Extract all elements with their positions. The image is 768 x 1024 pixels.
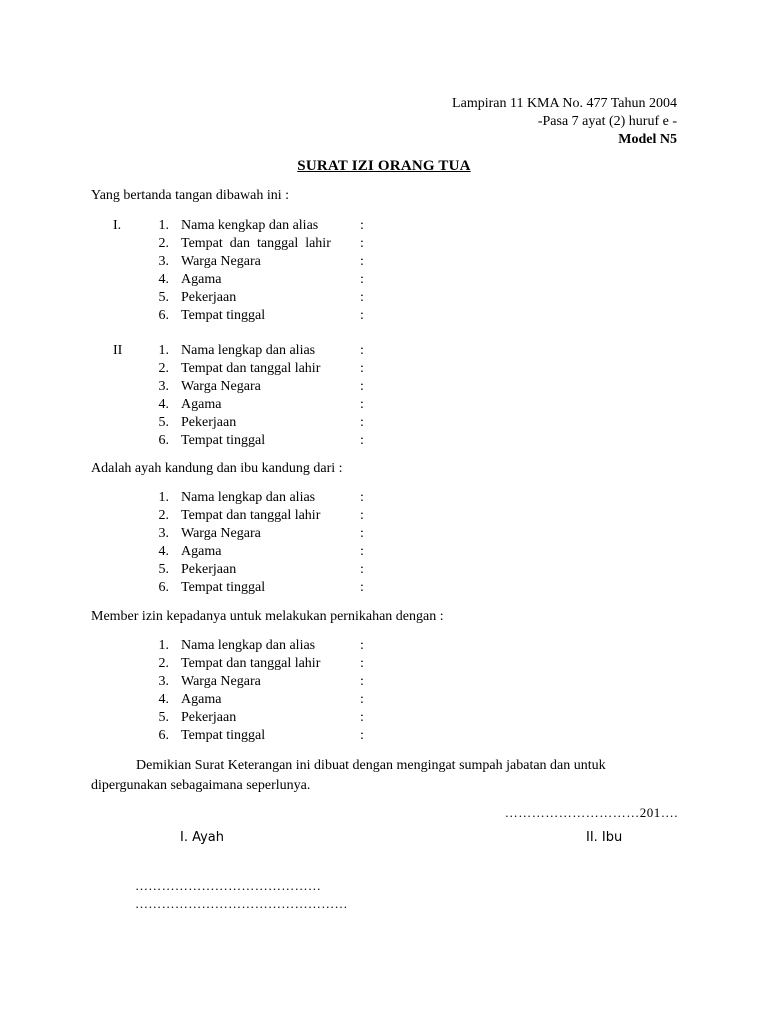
list-item: [0, 727, 768, 745]
list-item: [0, 579, 768, 597]
item-number: 6.: [158, 580, 169, 595]
item-label: Agama: [181, 692, 222, 707]
list-item: [0, 396, 768, 414]
intro-text: Yang bertanda tangan dibawah ini :: [91, 188, 290, 203]
item-label: Nama lengkap dan alias: [181, 490, 316, 505]
item-label: Tempat dan tanggal lahir: [181, 656, 321, 671]
item-number: 2.: [158, 656, 169, 671]
list-item: [0, 414, 768, 432]
item-colon: :: [360, 343, 364, 358]
item-colon: :: [360, 692, 364, 707]
item-number: 4.: [158, 692, 169, 707]
item-colon: :: [360, 562, 364, 577]
mother-signature-label: II. Ibu: [586, 830, 623, 845]
item-label: Pekerjaan: [181, 710, 237, 725]
item-colon: :: [360, 415, 364, 430]
item-label: Nama lengkap dan alias: [181, 638, 316, 653]
date-placeholder: …………………………201….: [504, 805, 678, 820]
item-colon: :: [360, 638, 364, 653]
item-number: 5.: [158, 290, 169, 305]
closing-paragraph: [91, 756, 681, 796]
item-colon: :: [360, 544, 364, 559]
item-label: Tempat tinggal: [181, 308, 266, 323]
list-item: [0, 507, 768, 525]
item-colon: :: [360, 710, 364, 725]
item-number: 2.: [158, 361, 169, 376]
item-number: 5.: [158, 710, 169, 725]
section-2-numeral: II: [113, 343, 123, 358]
closing-text: Demikian Surat Keterangan ini dibuat dengan mengingat sumpah jabatan dan untuk dipergunakan sebagaimana seperlunya.: [91, 758, 606, 793]
item-label: Agama: [181, 397, 222, 412]
item-number: 5.: [158, 415, 169, 430]
item-colon: :: [360, 490, 364, 505]
item-label: Tempat tinggal: [181, 580, 266, 595]
list-item: [0, 217, 768, 235]
item-label: Warga Negara: [181, 379, 261, 394]
item-label: Tempat dan tanggal lahir: [181, 236, 331, 251]
item-colon: :: [360, 379, 364, 394]
item-label: Warga Negara: [181, 674, 261, 689]
item-number: 2.: [158, 508, 169, 523]
parents-of-text: Adalah ayah kandung dan ibu kandung dari :: [91, 461, 343, 476]
item-label: Pekerjaan: [181, 562, 237, 577]
list-item: [0, 342, 768, 360]
list-item: [0, 637, 768, 655]
model-code: Model N5: [618, 132, 677, 147]
item-colon: :: [360, 674, 364, 689]
item-colon: :: [360, 290, 364, 305]
list-item: [0, 655, 768, 673]
item-number: 1.: [158, 218, 169, 233]
item-colon: :: [360, 397, 364, 412]
item-label: Tempat dan tanggal lahir: [181, 508, 321, 523]
item-label: Pekerjaan: [181, 290, 237, 305]
item-number: 1.: [158, 638, 169, 653]
item-label: Warga Negara: [181, 254, 261, 269]
item-colon: :: [360, 526, 364, 541]
item-label: Nama kengkap dan alias: [181, 218, 319, 233]
item-number: 3.: [158, 254, 169, 269]
item-number: 3.: [158, 526, 169, 541]
item-number: 5.: [158, 562, 169, 577]
article-reference: -Pasa 7 ayat (2) huruf e -: [537, 114, 677, 129]
item-number: 1.: [158, 490, 169, 505]
item-number: 6.: [158, 433, 169, 448]
list-item: [0, 709, 768, 727]
list-item: [0, 253, 768, 271]
list-item: [0, 307, 768, 325]
list-item: [0, 271, 768, 289]
permission-text: Member izin kepadanya untuk melakukan pernikahan dengan :: [91, 609, 444, 624]
list-item: [0, 525, 768, 543]
item-label: Pekerjaan: [181, 415, 237, 430]
item-number: 4.: [158, 397, 169, 412]
list-item: [0, 432, 768, 450]
list-item: [0, 561, 768, 579]
item-label: Tempat dan tanggal lahir: [181, 361, 321, 376]
item-colon: :: [360, 361, 364, 376]
item-number: 3.: [158, 379, 169, 394]
item-number: 4.: [158, 544, 169, 559]
item-label: Agama: [181, 544, 222, 559]
item-number: 6.: [158, 308, 169, 323]
item-label: Agama: [181, 272, 222, 287]
list-item: [0, 360, 768, 378]
item-number: 1.: [158, 343, 169, 358]
item-number: 2.: [158, 236, 169, 251]
item-label: Tempat tinggal: [181, 433, 266, 448]
item-colon: :: [360, 272, 364, 287]
item-label: Warga Negara: [181, 526, 261, 541]
item-colon: :: [360, 236, 364, 251]
section-1-numeral: I.: [113, 218, 122, 233]
item-colon: :: [360, 218, 364, 233]
signature-line-2: …………………………………………: [135, 896, 348, 911]
item-colon: :: [360, 433, 364, 448]
list-item: [0, 543, 768, 561]
list-item: [0, 691, 768, 709]
item-colon: :: [360, 508, 364, 523]
item-colon: :: [360, 308, 364, 323]
attachment-reference: Lampiran 11 KMA No. 477 Tahun 2004: [452, 96, 677, 111]
item-colon: :: [360, 656, 364, 671]
item-colon: :: [360, 254, 364, 269]
list-item: [0, 289, 768, 307]
list-item: [0, 235, 768, 253]
signature-line-1: ……………………………………: [135, 878, 322, 893]
list-item: [0, 489, 768, 507]
list-item: [0, 673, 768, 691]
item-colon: :: [360, 728, 364, 743]
item-label: Nama lengkap dan alias: [181, 343, 316, 358]
item-number: 3.: [158, 674, 169, 689]
document-title: SURAT IZI ORANG TUA: [297, 158, 471, 174]
list-item: [0, 378, 768, 396]
item-colon: :: [360, 580, 364, 595]
item-label: Tempat tinggal: [181, 728, 266, 743]
item-number: 6.: [158, 728, 169, 743]
father-signature-label: I. Ayah: [180, 830, 225, 845]
item-number: 4.: [158, 272, 169, 287]
